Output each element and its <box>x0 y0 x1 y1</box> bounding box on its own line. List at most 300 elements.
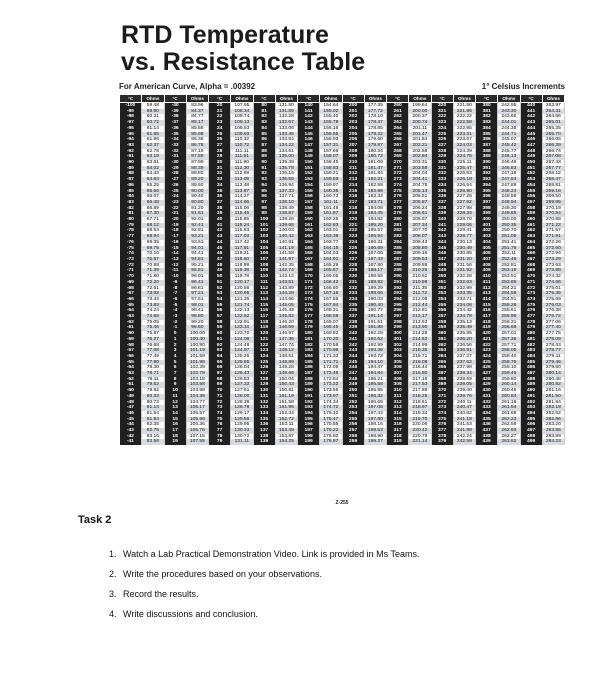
cell-temperature: 172 <box>298 286 320 292</box>
cell-resistance: 227.62 <box>453 200 475 206</box>
cell-temperature: 146 <box>298 137 320 143</box>
cell-resistance: 166.42 <box>320 280 342 286</box>
cell-temperature: 52 <box>209 286 231 292</box>
cell-temperature: 131 <box>253 394 275 400</box>
cell-resistance: 126.43 <box>231 371 253 377</box>
cell-resistance: 205.87 <box>409 200 431 206</box>
cell-resistance: 240.11 <box>453 400 475 406</box>
cell-temperature: 416 <box>476 308 498 314</box>
cell-temperature: -60 <box>120 331 142 337</box>
cell-temperature: 236 <box>342 308 364 314</box>
cell-resistance: 151.19 <box>275 394 297 400</box>
cell-resistance: 249.30 <box>498 206 520 212</box>
cell-resistance: 131.11 <box>231 439 253 445</box>
cell-temperature: 124 <box>253 354 275 360</box>
cell-temperature: 119 <box>253 325 275 331</box>
cell-resistance: 109.93 <box>231 132 253 138</box>
cell-resistance: 61.14 <box>142 126 164 132</box>
cell-resistance: 183.71 <box>364 200 386 206</box>
cell-temperature: 107 <box>253 257 275 263</box>
cell-temperature: 166 <box>298 251 320 257</box>
cell-resistance: 175.10 <box>320 411 342 417</box>
cell-resistance: 218.61 <box>409 400 431 406</box>
cell-temperature: -3 <box>164 314 186 320</box>
cell-resistance: 195.21 <box>364 377 386 383</box>
cell-temperature: 412 <box>476 286 498 292</box>
header-ohms: Ohms <box>186 95 208 103</box>
cell-temperature: 121 <box>253 337 275 343</box>
cell-temperature: 456 <box>520 194 542 200</box>
cell-resistance: 106.36 <box>186 422 208 428</box>
cell-temperature: 57 <box>209 314 231 320</box>
cell-resistance: 167.94 <box>320 303 342 309</box>
cell-resistance: 221.86 <box>453 109 475 115</box>
cell-resistance: 101.59 <box>186 354 208 360</box>
cell-temperature: 253 <box>342 405 364 411</box>
cell-temperature: 459 <box>520 211 542 217</box>
cell-resistance: 75.87 <box>142 331 164 337</box>
cell-resistance: 152.72 <box>275 417 297 423</box>
cell-temperature: 279 <box>387 211 409 217</box>
task-step: 2. Write the procedures based on your observations. <box>119 564 539 584</box>
cell-resistance: 280.14 <box>542 371 564 377</box>
cell-temperature: -68 <box>120 286 142 292</box>
cell-resistance: 79.92 <box>142 388 164 394</box>
cell-resistance: 173.59 <box>320 388 342 394</box>
cell-temperature: 419 <box>476 325 498 331</box>
cell-resistance: 157.69 <box>320 149 342 155</box>
cell-resistance: 100.40 <box>186 337 208 343</box>
cell-temperature: 170 <box>298 274 320 280</box>
title-line-2: vs. Resistance Table <box>121 48 366 76</box>
cell-temperature: 20 <box>209 103 231 109</box>
cell-resistance: 63.61 <box>142 160 164 166</box>
cell-resistance: 234.42 <box>453 308 475 314</box>
cell-resistance: 96.01 <box>186 274 208 280</box>
cell-resistance: 111.11 <box>231 149 253 155</box>
cell-resistance: 117.03 <box>231 234 253 240</box>
cell-resistance: 235.13 <box>453 320 475 326</box>
cell-resistance: 199.64 <box>409 103 431 109</box>
cell-resistance: 224.03 <box>453 143 475 149</box>
cell-temperature: 321 <box>431 109 453 115</box>
cell-temperature: -13 <box>164 257 186 263</box>
cell-resistance: 74.65 <box>142 314 164 320</box>
cell-temperature: 242 <box>342 343 364 349</box>
cell-resistance: 219.34 <box>409 411 431 417</box>
cell-temperature: 94 <box>253 183 275 189</box>
cell-temperature: 444 <box>520 126 542 132</box>
cell-resistance: 71.39 <box>142 268 164 274</box>
cell-temperature: 165 <box>298 246 320 252</box>
cell-resistance: 221.14 <box>409 439 431 445</box>
cell-resistance: 145.82 <box>275 314 297 320</box>
cell-temperature: 432 <box>476 400 498 406</box>
cell-temperature: 1 <box>164 337 186 343</box>
cell-temperature: 386 <box>476 137 498 143</box>
cell-temperature: -82 <box>120 206 142 212</box>
cell-temperature: 409 <box>476 268 498 274</box>
cell-temperature: 376 <box>431 422 453 428</box>
cell-resistance: 136.55 <box>275 177 297 183</box>
cell-resistance: 160.73 <box>320 194 342 200</box>
cell-resistance: 106.76 <box>186 428 208 434</box>
cell-resistance: 226.18 <box>453 177 475 183</box>
cell-temperature: 283 <box>387 234 409 240</box>
cell-temperature: 109 <box>253 268 275 274</box>
cell-resistance: 254.56 <box>498 291 520 297</box>
cell-temperature: 237 <box>342 314 364 320</box>
cell-resistance: 181.84 <box>364 171 386 177</box>
cell-temperature: 215 <box>342 189 364 195</box>
cell-resistance: 174.34 <box>320 400 342 406</box>
cell-temperature: 390 <box>476 160 498 166</box>
cell-resistance: 100.00 <box>186 331 208 337</box>
cell-temperature: 207 <box>342 143 364 149</box>
cell-resistance: 124.09 <box>231 337 253 343</box>
cell-temperature: 441 <box>520 109 542 115</box>
cell-resistance: 277.06 <box>542 320 564 326</box>
cell-temperature: 290 <box>387 274 409 280</box>
cell-resistance: 175.85 <box>320 422 342 428</box>
cell-temperature: 43 <box>209 234 231 240</box>
cell-resistance: 130.33 <box>231 428 253 434</box>
cell-resistance: 146.20 <box>275 320 297 326</box>
cell-resistance: 66.07 <box>142 194 164 200</box>
cell-resistance: 187.43 <box>364 257 386 263</box>
cell-resistance: 138.10 <box>275 200 297 206</box>
cell-resistance: 276.03 <box>542 303 564 309</box>
cell-temperature: 125 <box>253 360 275 366</box>
cell-temperature: 319 <box>387 439 409 445</box>
cell-temperature: 449 <box>520 154 542 160</box>
cell-temperature: 369 <box>431 382 453 388</box>
cell-temperature: 446 <box>520 137 542 143</box>
cell-resistance: 266.05 <box>542 137 564 143</box>
cell-temperature: -92 <box>120 149 142 155</box>
cell-temperature: 108 <box>253 263 275 269</box>
cell-temperature: 292 <box>387 286 409 292</box>
cell-temperature: 114 <box>253 297 275 303</box>
cell-temperature: 243 <box>342 348 364 354</box>
cell-resistance: 275.35 <box>542 291 564 297</box>
cell-resistance: 257.01 <box>498 331 520 337</box>
cell-temperature: 404 <box>476 240 498 246</box>
cell-resistance: 262.93 <box>498 428 520 434</box>
cell-resistance: 272.94 <box>542 251 564 257</box>
cell-temperature: 455 <box>520 189 542 195</box>
cell-resistance: 80.73 <box>142 400 164 406</box>
cell-temperature: -41 <box>120 439 142 445</box>
cell-temperature: 256 <box>342 422 364 428</box>
cell-temperature: -5 <box>164 303 186 309</box>
cell-temperature: -89 <box>120 166 142 172</box>
cell-temperature: 480 <box>520 331 542 337</box>
cell-temperature: 194 <box>298 411 320 417</box>
cell-temperature: 102 <box>253 228 275 234</box>
cell-temperature: 55 <box>209 303 231 309</box>
cell-resistance: 260.84 <box>498 394 520 400</box>
cell-resistance: 117.81 <box>231 246 253 252</box>
cell-resistance: 70.57 <box>142 257 164 263</box>
cell-resistance: 266.39 <box>542 143 564 149</box>
cell-resistance: 125.26 <box>231 354 253 360</box>
cell-temperature: 92 <box>253 171 275 177</box>
cell-temperature: 21 <box>209 109 231 115</box>
cell-resistance: 247.54 <box>498 177 520 183</box>
cell-resistance: 150.81 <box>275 388 297 394</box>
cell-temperature: 413 <box>476 291 498 297</box>
cell-temperature: 206 <box>342 137 364 143</box>
cell-temperature: 129 <box>253 382 275 388</box>
header-deg-c: °C <box>209 95 231 103</box>
cell-resistance: 224.75 <box>453 154 475 160</box>
cell-resistance: 105.17 <box>186 405 208 411</box>
cell-temperature: 184 <box>298 354 320 360</box>
cell-temperature: 76 <box>209 422 231 428</box>
cell-resistance: 195.95 <box>364 388 386 394</box>
task-heading: Task 2 <box>78 514 112 526</box>
cell-resistance: 133.45 <box>275 132 297 138</box>
cell-resistance: 225.83 <box>453 171 475 177</box>
cell-resistance: 268.12 <box>542 171 564 177</box>
cell-resistance: 86.38 <box>186 137 208 143</box>
cell-temperature: 427 <box>476 371 498 377</box>
cell-temperature: 245 <box>342 360 364 366</box>
cell-resistance: 137.33 <box>275 189 297 195</box>
cell-resistance: 130.72 <box>231 434 253 440</box>
cell-temperature: 127 <box>253 371 275 377</box>
cell-resistance: 192.25 <box>364 331 386 337</box>
header-ohms: Ohms <box>275 95 297 103</box>
cell-resistance: 253.86 <box>498 280 520 286</box>
cell-resistance: 141.19 <box>275 246 297 252</box>
cell-temperature: 351 <box>431 280 453 286</box>
header-deg-c: °C <box>253 95 275 103</box>
cell-resistance: 198.53 <box>364 428 386 434</box>
cell-temperature: 268 <box>387 149 409 155</box>
cell-resistance: 113.09 <box>231 177 253 183</box>
cell-resistance: 118.99 <box>231 263 253 269</box>
cell-resistance: 189.29 <box>364 286 386 292</box>
cell-temperature: 442 <box>520 114 542 120</box>
cell-resistance: 151.58 <box>275 400 297 406</box>
cell-temperature: 161 <box>298 223 320 229</box>
cell-resistance: 173.22 <box>320 382 342 388</box>
header-ohms: Ohms <box>364 95 386 103</box>
cell-resistance: 278.43 <box>542 343 564 349</box>
cell-resistance: 59.90 <box>142 109 164 115</box>
cell-resistance: 145.05 <box>275 303 297 309</box>
cell-temperature: 400 <box>476 217 498 223</box>
cell-resistance: 115.45 <box>231 211 253 217</box>
cell-temperature: 495 <box>520 417 542 423</box>
cell-resistance: 67.71 <box>142 217 164 223</box>
cell-temperature: 264 <box>387 126 409 132</box>
cell-resistance: 192.62 <box>364 337 386 343</box>
cell-resistance: 117.42 <box>231 240 253 246</box>
cell-temperature: 156 <box>298 194 320 200</box>
cell-temperature: 40 <box>209 217 231 223</box>
cell-temperature: 169 <box>298 268 320 274</box>
cell-resistance: 138.49 <box>275 206 297 212</box>
cell-temperature: 144 <box>298 126 320 132</box>
cell-temperature: 428 <box>476 377 498 383</box>
cell-temperature: 112 <box>253 286 275 292</box>
cell-resistance: 203.68 <box>409 166 431 172</box>
cell-resistance: 213.90 <box>409 325 431 331</box>
cell-resistance: 128.78 <box>231 405 253 411</box>
cell-resistance: 165.29 <box>320 263 342 269</box>
cell-temperature: 110 <box>253 274 275 280</box>
cell-temperature: 276 <box>387 194 409 200</box>
cell-temperature: -21 <box>164 211 186 217</box>
cell-temperature: 241 <box>342 337 364 343</box>
cell-resistance: 128.39 <box>231 400 253 406</box>
cell-temperature: 247 <box>342 371 364 377</box>
cell-resistance: 123.70 <box>231 331 253 337</box>
cell-temperature: 138 <box>253 434 275 440</box>
cell-temperature: 182 <box>298 343 320 349</box>
cell-resistance: 72.20 <box>142 280 164 286</box>
cell-resistance: 100.80 <box>186 343 208 349</box>
cell-temperature: -8 <box>164 286 186 292</box>
cell-temperature: -14 <box>164 251 186 257</box>
cell-temperature: 366 <box>431 365 453 371</box>
cell-temperature: 190 <box>298 388 320 394</box>
cell-resistance: 153.87 <box>275 434 297 440</box>
cell-temperature: 22 <box>209 114 231 120</box>
cell-resistance: 115.06 <box>231 206 253 212</box>
cell-temperature: 80 <box>253 103 275 109</box>
cell-temperature: 492 <box>520 400 542 406</box>
cell-resistance: 102.79 <box>186 371 208 377</box>
cell-temperature: 286 <box>387 251 409 257</box>
task-step: 4. Write discussions and conclusion. <box>119 604 539 624</box>
cell-temperature: 326 <box>431 137 453 143</box>
cell-resistance: 205.14 <box>409 189 431 195</box>
cell-resistance: 222.58 <box>453 120 475 126</box>
cell-resistance: 70.98 <box>142 263 164 269</box>
cell-resistance: 68.12 <box>142 223 164 229</box>
cell-temperature: -16 <box>164 240 186 246</box>
cell-resistance: 229.77 <box>453 234 475 240</box>
cell-temperature: 228 <box>342 263 364 269</box>
cell-resistance: 163.77 <box>320 240 342 246</box>
cell-resistance: 161.49 <box>320 206 342 212</box>
cell-temperature: -40 <box>164 103 186 109</box>
cell-resistance: 200.00 <box>409 109 431 115</box>
cell-resistance: 138.87 <box>275 211 297 217</box>
cell-resistance: 281.16 <box>542 388 564 394</box>
cell-resistance: 209.16 <box>409 251 431 257</box>
cell-resistance: 168.31 <box>320 308 342 314</box>
cell-resistance: 112.30 <box>231 166 253 172</box>
cell-temperature: 0 <box>164 331 186 337</box>
cell-resistance: 132.67 <box>275 120 297 126</box>
cell-temperature: 294 <box>387 297 409 303</box>
cell-temperature: 360 <box>431 331 453 337</box>
cell-temperature: -4 <box>164 308 186 314</box>
cell-temperature: -24 <box>164 194 186 200</box>
cell-resistance: 216.08 <box>409 360 431 366</box>
cell-temperature: 489 <box>520 382 542 388</box>
cell-temperature: 277 <box>387 200 409 206</box>
cell-temperature: 421 <box>476 337 498 343</box>
header-deg-c: °C <box>476 95 498 103</box>
cell-resistance: 107.55 <box>186 439 208 445</box>
cell-temperature: 180 <box>298 331 320 337</box>
cell-resistance: 146.97 <box>275 331 297 337</box>
cell-resistance: 122.13 <box>231 308 253 314</box>
cell-temperature: 260 <box>387 103 409 109</box>
cell-resistance: 198.90 <box>364 434 386 440</box>
cell-temperature: 358 <box>431 320 453 326</box>
cell-temperature: 364 <box>431 354 453 360</box>
cell-resistance: 231.56 <box>453 263 475 269</box>
cell-resistance: 241.53 <box>453 422 475 428</box>
cell-temperature: 460 <box>520 217 542 223</box>
cell-resistance: 67.30 <box>142 211 164 217</box>
cell-temperature: 100 <box>253 217 275 223</box>
cell-resistance: 127.22 <box>231 382 253 388</box>
cell-temperature: -52 <box>120 377 142 383</box>
cell-temperature: -45 <box>120 417 142 423</box>
cell-resistance: 60.72 <box>142 120 164 126</box>
cell-temperature: 186 <box>298 365 320 371</box>
cell-resistance: 177.35 <box>364 103 386 109</box>
cell-resistance: 280.82 <box>542 382 564 388</box>
cell-temperature: -28 <box>164 171 186 177</box>
cell-resistance: 270.19 <box>542 206 564 212</box>
cell-resistance: 277.75 <box>542 331 564 337</box>
cell-temperature: 415 <box>476 303 498 309</box>
cell-temperature: 485 <box>520 360 542 366</box>
cell-resistance: 239.76 <box>453 394 475 400</box>
cell-resistance: 116.24 <box>231 223 253 229</box>
cell-temperature: 209 <box>342 154 364 160</box>
cell-temperature: 72 <box>209 400 231 406</box>
cell-resistance: 263.62 <box>498 439 520 445</box>
cell-resistance: 132.28 <box>275 114 297 120</box>
cell-temperature: 39 <box>209 211 231 217</box>
cell-resistance: 183.33 <box>364 194 386 200</box>
cell-temperature: 137 <box>253 428 275 434</box>
cell-resistance: 69.75 <box>142 246 164 252</box>
cell-temperature: 359 <box>431 325 453 331</box>
rtd-resistance-table <box>119 94 565 445</box>
cell-resistance: 223.67 <box>453 137 475 143</box>
cell-resistance: 262.58 <box>498 422 520 428</box>
cell-resistance: 211.72 <box>409 291 431 297</box>
cell-temperature: 139 <box>253 439 275 445</box>
cell-resistance: 122.91 <box>231 320 253 326</box>
cell-temperature: 5 <box>164 360 186 366</box>
cell-resistance: 228.34 <box>453 211 475 217</box>
cell-resistance: 210.26 <box>409 268 431 274</box>
cell-resistance: 181.09 <box>364 160 386 166</box>
cell-temperature: 328 <box>431 149 453 155</box>
cell-temperature: 418 <box>476 320 498 326</box>
cell-temperature: -56 <box>120 354 142 360</box>
cell-resistance: 126.04 <box>231 365 253 371</box>
cell-resistance: 188.17 <box>364 268 386 274</box>
cell-temperature: 318 <box>387 434 409 440</box>
cell-temperature: 308 <box>387 377 409 383</box>
cell-resistance: 170.58 <box>320 343 342 349</box>
cell-resistance: 233.71 <box>453 297 475 303</box>
cell-resistance: 217.53 <box>409 382 431 388</box>
